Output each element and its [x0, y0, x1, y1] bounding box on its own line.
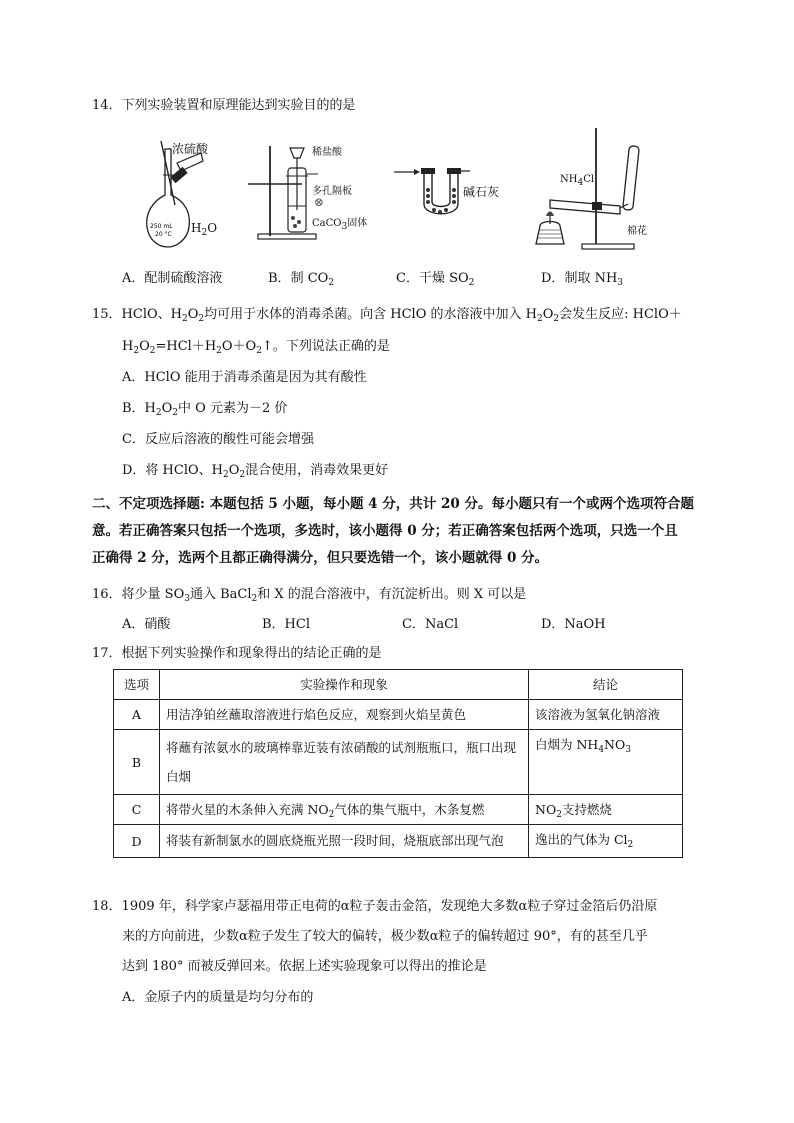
- label-conc-sulfuric-acid: 浓硫酸: [172, 142, 209, 156]
- q15-option-d: D．将 HClO、$H_2O_2$混合使用，消毒效果更好: [122, 463, 389, 480]
- label-cotton: 棉花: [627, 226, 647, 237]
- section2-line3: 正确得 2 分，选两个且都正确得满分，但只要选错一个，该小题就得 0 分。: [92, 550, 549, 566]
- label-nh4cl: $NH_4Cl$: [560, 174, 595, 188]
- q17-table: [113, 669, 683, 858]
- q16-option-c: C．NaCl: [402, 617, 459, 632]
- q15-stem-line2: $H_2O_2=HCl+H_2O+O_2↑$。下列说法正确的是: [122, 339, 390, 356]
- row-c-conclusion: $NO_2$支持燃烧: [529, 795, 683, 825]
- row-a-conclusion: 该溶液为氢氧化钠溶液: [529, 700, 683, 730]
- q15-option-c: C．反应后溶液的酸性可能会增强: [122, 432, 314, 447]
- q14-option-c: C．干燥 $SO_2$: [396, 271, 475, 288]
- q15-option-a: A．HClO 能用于消毒杀菌是因为其有酸性: [122, 370, 367, 385]
- q14-option-a: A．配制硫酸溶液: [122, 271, 223, 286]
- row-d-conclusion: 逸出的气体为 $Cl_2$: [529, 825, 683, 858]
- q18-stem-line2: 来的方向前进，少数α粒子发生了较大的偏转，极少数α粒子的偏转超过 90°，有的甚至几乎: [122, 929, 648, 944]
- flask-temp-label: 20 °C: [155, 231, 172, 238]
- q18-stem-line1: 18．1909 年，科学家卢瑟福用带正电荷的α粒子轰击金箔，发现绝大多数α粒子穿过金箔后仍沿原: [92, 899, 658, 914]
- label-porous-plate: 多孔隔板: [312, 186, 352, 197]
- label-water: $H_2O$: [191, 221, 218, 238]
- q16-option-b: B．HCl: [262, 617, 310, 632]
- table-row: [114, 825, 683, 858]
- q16-option-d: D．NaOH: [541, 617, 606, 632]
- q14-stem: 14．下列实验装置和原理能达到实验目的的是: [92, 98, 356, 113]
- q17-stem: 17．根据下列实验操作和现象得出的结论正确的是: [92, 646, 382, 661]
- section2-line1: 二、不定项选择题: 本题包括 5 小题，每小题 4 分，共计 20 分。每小题只有一个或两个选项符合题: [92, 496, 694, 512]
- q18-option-a: A．金原子内的质量是均匀分布的: [122, 990, 314, 1005]
- q15-stem-line1: 15．HClO、$H_2O_2$均可用于水体的消毒杀菌。向含 HClO 的水溶液中加入 $H_2O_2$会发生反应: HClO＋: [92, 307, 682, 324]
- q14-option-d: D．制取 $NH_3$: [541, 271, 624, 288]
- q15-option-b: B．$H_2O_2$中 O 元素为－2 价: [122, 401, 288, 418]
- figure-c-u-tube: [392, 162, 472, 222]
- q16-option-a: A．硝酸: [122, 617, 171, 632]
- row-b-operation: 将蘸有浓氨水的玻璃棒靠近装有浓硝酸的试剂瓶瓶口，瓶口出现白烟: [160, 730, 529, 795]
- row-a-operation: 用洁净铂丝蘸取溶液进行焰色反应，观察到火焰呈黄色: [160, 700, 529, 730]
- row-d-operation: 将装有新制氯水的圆底烧瓶光照一段时间，烧瓶底部出现气泡: [160, 825, 529, 858]
- section2-line2: 意。若正确答案只包括一个选项，多选时，该小题得 0 分；若正确答案包括两个选项，只选一个且: [92, 523, 678, 539]
- plate-holes-icon: ⊗: [314, 195, 325, 209]
- table-header-row: [114, 670, 683, 700]
- row-b-conclusion: 白烟为 $NH_4NO_3$: [529, 730, 683, 795]
- row-b-option: B: [114, 730, 160, 795]
- table-row: [114, 700, 683, 730]
- table-row: [114, 730, 683, 795]
- header-operation: 实验操作和现象: [160, 670, 529, 700]
- row-d-option: D: [114, 825, 160, 858]
- q14-option-b: B．制 $CO_2$: [268, 271, 335, 288]
- row-c-option: C: [114, 795, 160, 825]
- label-soda-lime: 碱石灰: [463, 185, 500, 199]
- table-row: [114, 795, 683, 825]
- header-conclusion: 结论: [529, 670, 683, 700]
- header-option: 选项: [114, 670, 160, 700]
- label-dilute-hcl: 稀盐酸: [312, 147, 342, 158]
- row-a-option: A: [114, 700, 160, 730]
- row-c-operation: 将带火星的木条伸入充满 $NO_2$气体的集气瓶中，木条复燃: [160, 795, 529, 825]
- label-caco3-solid: CaCO$_3$固体: [312, 218, 368, 232]
- q18-stem-line3: 达到 180° 而被反弹回来。依据上述实验现象可以得出的推论是: [122, 959, 487, 974]
- q16-stem: 16．将少量 $SO_3$通入 BaCl$_2$和 X 的混合溶液中，有沉淀析出。则 X 可以是: [92, 587, 527, 604]
- flask-volume-label: 250 mL: [150, 223, 173, 230]
